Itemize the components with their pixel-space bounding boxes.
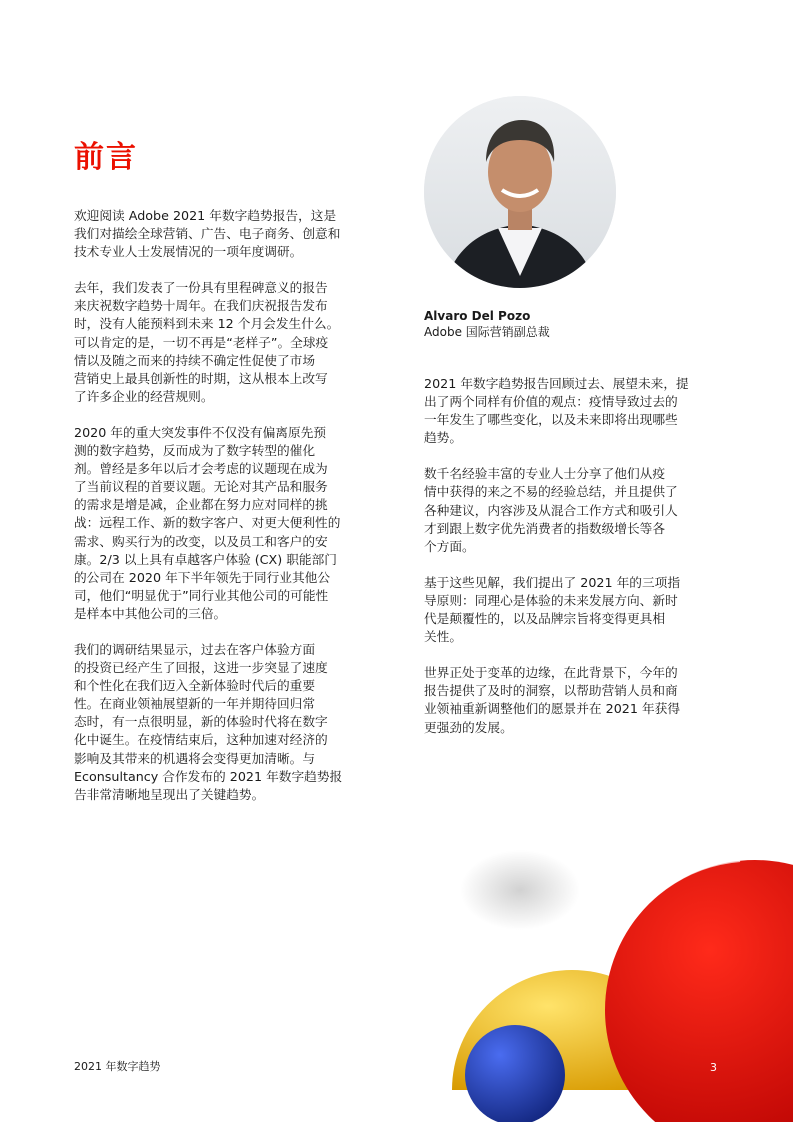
page-title: 前言 — [74, 140, 138, 175]
paragraph: 欢迎阅读 Adobe 2021 年数字趋势报告，这是 我们对描绘全球营销、广告、电子商务、创意和 技术专业人士发展情况的一项年度调研。 — [74, 208, 341, 260]
blue-circle — [465, 1025, 565, 1122]
paragraph: 基于这些见解，我们提出了 2021 年的三项指 导原则：同理心是体验的未来发展方向、新时 代是颠覆性的，以及品牌宗旨将变得更具相 关性。 — [424, 574, 681, 645]
author-role: Adobe 国际营销副总裁 — [424, 325, 550, 339]
page-number: 3 — [710, 1061, 717, 1074]
author-caption — [424, 308, 550, 340]
intro-left-column — [74, 207, 374, 822]
intro-right-column — [424, 375, 724, 755]
paragraph: 数千名经验丰富的专业人士分享了他们从疫 情中获得的来之不易的经验总结，并且提供了 各种建议，内容涉及从混合工作方式和吸引人 才到跟上数字优先消费者的指数级增长等各 个方面。 — [424, 466, 678, 554]
paragraph: 2020 年的重大突发事件不仅没有偏离原先预 测的数字趋势，反而成为了数字转型的催化 剂。曾经是多年以后才会考虑的议题现在成为 了当前议程的首要议题。无论对其产品和服务 的需求是增是减，企业都在努力应对同样的挑 战：远程工作、新的数字客户、对更大便利性的 需求、购买行为的改变，以及员工和客户的安 康。2/3 以上具有卓越客户体验 (CX) 职能部门 的公司在 2020 年下半年领先于同行业其他公 司，他们“明显优于”同行业其他公司的可能性 是样本中其他公司的三倍。 — [74, 424, 341, 621]
footer-title: 2021 年数字趋势 — [74, 1060, 161, 1073]
author-name: Alvaro Del Pozo — [424, 309, 531, 323]
paragraph: 世界正处于变革的边缘，在此背景下，今年的 报告提供了及时的洞察，以帮助营销人员和商 业领袖重新调整他们的愿景并在 2021 年获得 更强劲的发展。 — [424, 665, 681, 735]
paragraph: 我们的调研结果显示，过去在客户体验方面 的投资已经产生了回报，这进一步突显了速度 和个性化在我们迈入全新体验时代后的重要 性。在商业领袖展望新的一年并期待回归常 态时，有一点很明显，新的体验时代将在数字 化中诞生。在疫情结束后，这种加速对经济的 影响及其带来的机遇将会变得更加清晰。与 Econsultancy 合作发布的 2021 年数字趋势报 告非常清晰地呈现出了关键趋势。 — [74, 641, 343, 802]
decorative-shapes — [400, 820, 793, 1122]
paragraph: 去年，我们发表了一份具有里程碑意义的报告 来庆祝数字趋势十周年。在我们庆祝报告发布 时，没有人能预料到未来 12 个月会发生什么。 可以肯定的是，一切不再是“老样子”。全球疫 情以及随之而来的持续不确定性促使了市场 营销史上最具创新性的时期，这从根本上改写 了许多企业的经营规则。 — [74, 280, 340, 404]
author-portrait — [424, 96, 616, 288]
red-circle — [605, 860, 793, 1122]
paragraph: 2021 年数字趋势报告回顾过去、展望未来，提 出了两个同样有价值的观点：疫情导致过去的 一年发生了哪些变化，以及未来即将出现哪些 趋势。 — [424, 376, 689, 446]
shadow-shape — [460, 850, 580, 930]
